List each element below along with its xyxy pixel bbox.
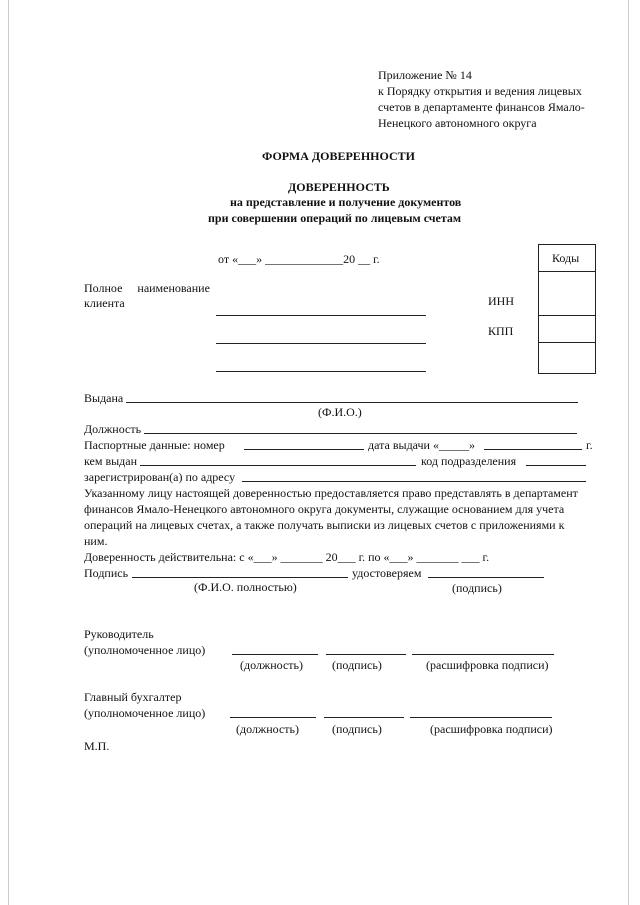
codes-header: Коды	[552, 251, 580, 265]
issued-by-line[interactable]	[140, 465, 416, 466]
address-line[interactable]	[242, 481, 586, 482]
codes-row-divider	[539, 342, 595, 343]
dept-code-label: код подразделения	[421, 454, 517, 468]
certify-label: удостоверяем	[352, 566, 422, 580]
full-fio-caption: (Ф.И.О. полностью)	[194, 580, 297, 594]
kpp-label: КПП	[488, 324, 514, 338]
certify-signature-line[interactable]	[428, 577, 544, 578]
head-label-1: Руководитель	[84, 627, 154, 641]
client-name-line-2[interactable]	[216, 343, 426, 344]
signature-label: Подпись	[84, 566, 129, 580]
accountant-decryption-line[interactable]	[410, 717, 552, 718]
issue-date-label: дата выдачи «_____»	[368, 438, 475, 452]
head-decryption-caption: (расшифровка подписи)	[426, 658, 549, 672]
codes-row-divider	[539, 315, 595, 316]
accountant-label-2: (уполномоченное лицо)	[84, 706, 206, 720]
appendix-line-3: счетов в департаменте финансов Ямало-	[378, 100, 585, 114]
accountant-signature-caption: (подпись)	[332, 722, 382, 736]
issued-label: Выдана	[84, 391, 124, 405]
paragraph-line-1: Указанному лицу настоящей доверенностью предоставляется право представлять в департамент	[84, 486, 578, 500]
signature-caption: (подпись)	[452, 581, 502, 595]
head-signature-caption: (подпись)	[332, 658, 382, 672]
scan-edge-left	[8, 0, 9, 905]
issued-by-label: кем выдан	[84, 454, 138, 468]
paragraph-line-2: финансов Ямало-Ненецкого автономного округа документы, служащие основанием для учета	[84, 502, 565, 516]
head-signature-line[interactable]	[326, 654, 406, 655]
inn-label: ИНН	[488, 294, 514, 308]
paragraph-line-3: операций на лицевых счетах, а также получать выписки из лицевых счетов с приложениями к	[84, 518, 565, 532]
head-decryption-line[interactable]	[412, 654, 554, 655]
appendix-line-1: Приложение № 14	[378, 68, 472, 82]
appendix-line-2: к Порядку открытия и ведения лицевых	[378, 84, 582, 98]
passport-label: Паспортные данные: номер	[84, 438, 225, 452]
accountant-signature-line[interactable]	[324, 717, 404, 718]
client-label-1: Полное наименование	[84, 281, 210, 295]
appendix-line-4: Ненецкого автономного округа	[378, 116, 537, 130]
doc-title: ДОВЕРЕННОСТЬ	[288, 180, 390, 194]
accountant-position-line[interactable]	[230, 717, 316, 718]
scan-edge-right	[628, 0, 629, 905]
accountant-position-caption: (должность)	[236, 722, 299, 736]
position-label: Должность	[84, 422, 142, 436]
issue-date-line[interactable]	[484, 449, 582, 450]
head-position-line[interactable]	[232, 654, 318, 655]
position-line[interactable]	[144, 433, 577, 434]
passport-number-line[interactable]	[244, 449, 364, 450]
dept-code-line[interactable]	[526, 465, 586, 466]
accountant-label-1: Главный бухгалтер	[84, 690, 182, 704]
form-title: ФОРМА ДОВЕРЕННОСТИ	[262, 149, 415, 163]
doc-subtitle-1: на представление и получение документов	[230, 195, 462, 209]
issue-year-suffix: г.	[586, 438, 593, 452]
accountant-decryption-caption: (расшифровка подписи)	[430, 722, 553, 736]
signature-fio-line[interactable]	[132, 577, 348, 578]
registered-label: зарегистрирован(а) по адресу	[84, 470, 236, 484]
codes-row-divider	[539, 271, 595, 272]
paragraph-line-4: ним.	[84, 534, 108, 548]
issued-fio-line[interactable]	[126, 402, 578, 403]
fio-caption: (Ф.И.О.)	[318, 405, 362, 419]
client-name-line-3[interactable]	[216, 371, 426, 372]
seal-label: М.П.	[84, 739, 110, 753]
client-label-2: клиента	[84, 296, 125, 310]
head-position-caption: (должность)	[240, 658, 303, 672]
doc-subtitle-2: при совершении операций по лицевым счетам	[208, 211, 462, 225]
head-label-2: (уполномоченное лицо)	[84, 643, 206, 657]
validity-line[interactable]: Доверенность действительна: с «___» _______ 20___ г. по «___» _______ ___ г.	[84, 550, 490, 564]
client-name-line-1[interactable]	[216, 315, 426, 316]
date-line[interactable]: от «___» _____________20 __ г.	[218, 252, 380, 266]
